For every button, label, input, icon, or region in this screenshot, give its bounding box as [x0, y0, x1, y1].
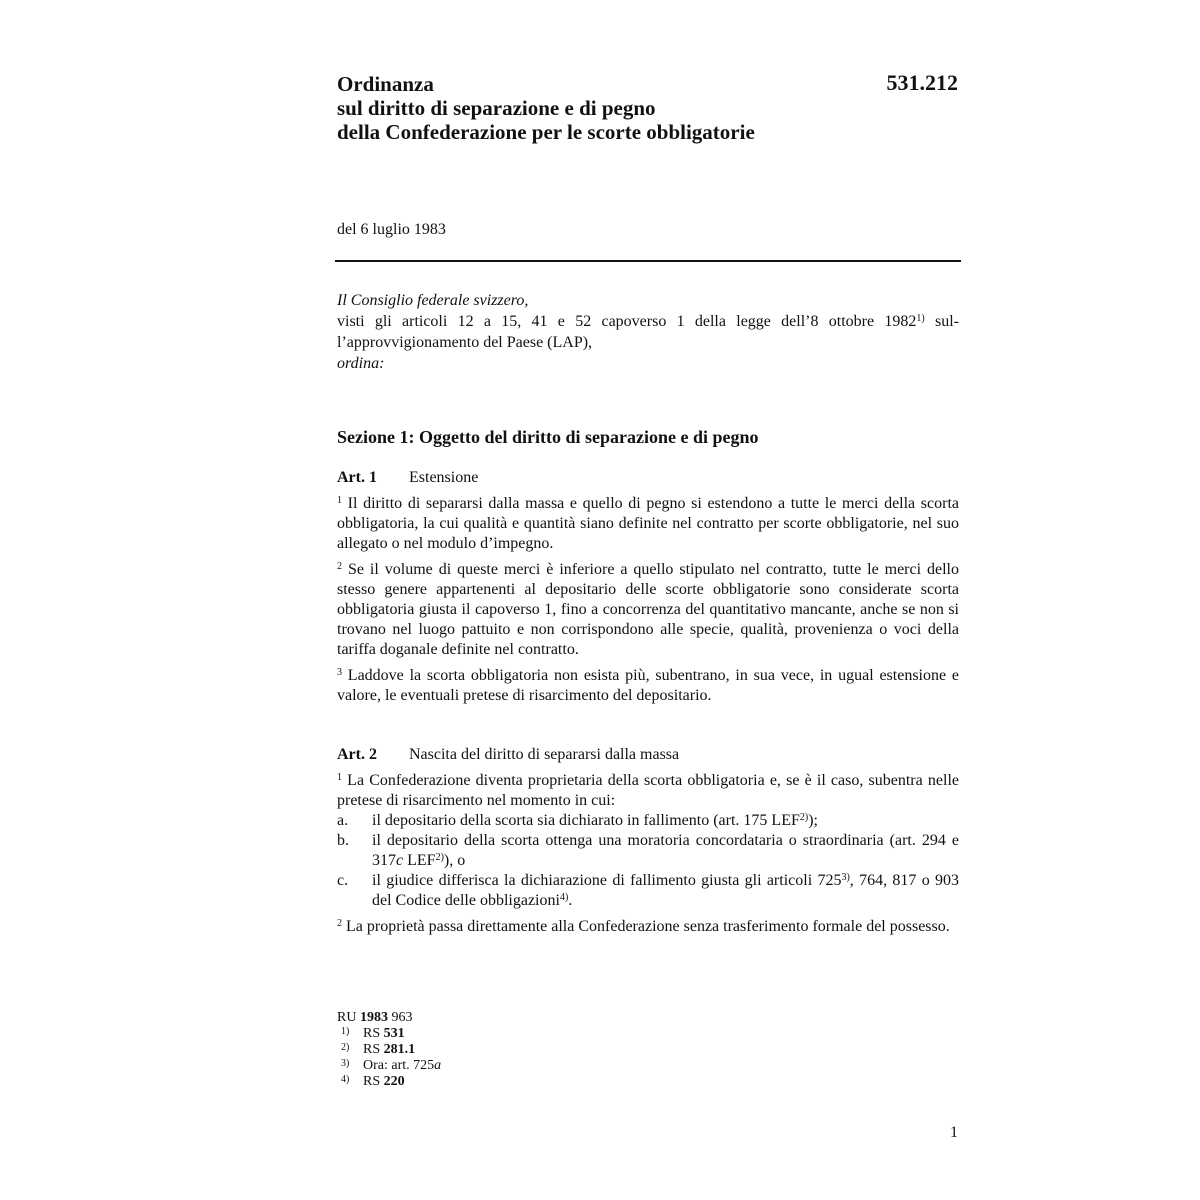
footnote-mark: 3) — [341, 1058, 350, 1069]
list-item-text — [372, 871, 959, 911]
paragraph-number: 1 — [337, 495, 342, 506]
article-1-paragraph-1 — [337, 494, 959, 554]
footnote-italic: a — [434, 1058, 442, 1073]
article-1 — [337, 467, 959, 706]
title-line-2: sul diritto di separazione e di pegno — [337, 96, 656, 120]
preamble-decree: ordina: — [337, 355, 385, 372]
document-date: del 6 luglio 1983 — [337, 221, 446, 238]
preamble-authority: Il Consiglio federale svizzero, — [337, 292, 529, 309]
preamble-basis-text-cont: sull’approvvigionamento del Paese (LAP), — [337, 313, 959, 351]
footnote-1 — [337, 1026, 737, 1042]
footnote-prefix: RS — [363, 1042, 384, 1057]
list-item-text-part: ); — [808, 812, 818, 829]
list-item-c — [337, 871, 959, 911]
preamble — [337, 290, 959, 374]
list-item-text-part: il giudice differisca la dichiarazione di fallimento giusta gli articoli 725 — [372, 872, 842, 889]
article-2 — [337, 744, 959, 937]
article-2-paragraph-1 — [337, 771, 959, 811]
sr-number: 531.212 — [886, 70, 958, 95]
title-line-3: della Confederazione per le scorte obbligatorie — [337, 120, 755, 144]
preamble-basis — [337, 311, 959, 353]
header-divider — [335, 260, 961, 262]
article-1-paragraph-2 — [337, 560, 959, 660]
footnote-ref-1[interactable]: 1) — [916, 313, 925, 324]
list-item-a — [337, 811, 959, 831]
paragraph-text: Se il volume di queste merci è inferiore a quello stipulato nel contratto, tutte le merci dello stesso genere appartenenti al depositario delle scorte obbligatorie sono considerate scorta obbligatoria giusta il capoverso 1, fino a concorrenza del quantitativo mancante, anche se non si trovano nel luogo pattuito e non corrispondono alle specie, qualità, provenienza o voci della tariffa doganale definite nel contratto. — [337, 561, 959, 658]
page-number: 1 — [950, 1124, 958, 1141]
article-2-heading: Nascita del diritto di separarsi dalla massa — [409, 746, 680, 763]
footnote-ref-4[interactable]: 4) — [559, 892, 569, 903]
article-1-paragraph-3 — [337, 666, 959, 706]
footnote-ref-2[interactable]: 2) — [799, 812, 809, 823]
footnote-4 — [337, 1074, 737, 1090]
list-item-text-part: LEF — [403, 852, 436, 869]
footnote-ref-2[interactable]: 2) — [435, 852, 444, 863]
footnote-mark: 1) — [341, 1026, 350, 1037]
footnote-prefix: Ora: art. 725 — [363, 1058, 435, 1073]
article-2-header — [337, 744, 959, 765]
footnote-ref-number: 531 — [383, 1026, 405, 1041]
footnote-3 — [337, 1058, 737, 1074]
article-1-header — [337, 467, 959, 488]
paragraph-number: 2 — [337, 918, 342, 929]
list-item-text-part: c — [396, 852, 404, 869]
footnotes — [337, 1010, 737, 1090]
list-item-text — [372, 811, 959, 831]
ru-prefix: RU — [337, 1010, 360, 1025]
ru-reference — [337, 1010, 737, 1026]
paragraph-number: 1 — [337, 772, 342, 783]
ru-page: 963 — [387, 1010, 413, 1025]
article-2-paragraph-2 — [337, 917, 959, 937]
footnote-ref-3[interactable]: 3) — [841, 872, 850, 883]
list-item-text-part: . — [568, 892, 573, 909]
ru-year: 1983 — [359, 1010, 388, 1025]
title-line-1: Ordinanza — [337, 72, 434, 96]
section-1-title: Sezione 1: Oggetto del diritto di separazione e di pegno — [337, 427, 759, 447]
article-1-heading: Estensione — [409, 469, 479, 486]
paragraph-number: 3 — [337, 667, 342, 678]
list-item-label: c. — [337, 872, 349, 889]
paragraph-text: La proprietà passa direttamente alla Confederazione senza trasferimento formale del possesso. — [346, 918, 950, 935]
article-1-number: Art. 1 — [337, 469, 377, 486]
footnote-text — [363, 1042, 737, 1058]
paragraph-text: Laddove la scorta obbligatoria non esista più, subentrano, in sua vece, in ugual estensione e valore, le eventuali pretese di risarcimento del depositario. — [337, 667, 959, 704]
list-item-text-part: il depositario della scorta sia dichiarato in fallimento (art. 175 LEF — [372, 812, 800, 829]
footnote-mark: 2) — [341, 1042, 350, 1053]
list-item-label: a. — [337, 812, 349, 829]
paragraph-number: 2 — [337, 561, 342, 572]
footnote-text — [363, 1026, 737, 1042]
list-item-text-part: , 764, 817 o 903 del Codice delle obbligazioni — [372, 872, 959, 909]
footnote-text — [363, 1058, 737, 1074]
paragraph-text: Il diritto di separarsi dalla massa e quello di pegno si estendono a tutte le merci della scorta obbligatoria, la cui qualità e quantità siano definite nel contratto per scorte obbligatorie, nel suo allegato o nel modulo d’impegno. — [337, 495, 960, 552]
preamble-basis-text: visti gli articoli 12 a 15, 41 e 52 capoverso 1 della legge dell’8 ottobre 1982 — [337, 313, 917, 330]
list-item-b — [337, 831, 959, 871]
list-item-text-part: il depositario della scorta ottenga una moratoria concordataria o straordinaria (art. 294 e 317 — [372, 832, 959, 869]
footnote-prefix: RS — [363, 1074, 384, 1089]
list-item-text — [372, 831, 959, 871]
document-title — [337, 72, 897, 144]
footnote-mark: 4) — [341, 1074, 350, 1085]
list-item-label: b. — [337, 832, 349, 849]
footnote-ref-number: 281.1 — [383, 1042, 416, 1057]
footnote-text — [363, 1074, 737, 1090]
footnote-prefix: RS — [363, 1026, 384, 1041]
paragraph-text: La Confederazione diventa proprietaria della scorta obbligatoria e, se è il caso, subentra nelle pretese di risarcimento nel momento in cui: — [337, 772, 959, 809]
article-2-list — [337, 811, 959, 911]
footnote-2 — [337, 1042, 737, 1058]
article-2-number: Art. 2 — [337, 746, 377, 763]
list-item-text-part: ), o — [443, 852, 466, 869]
footnote-ref-number: 220 — [383, 1074, 405, 1089]
